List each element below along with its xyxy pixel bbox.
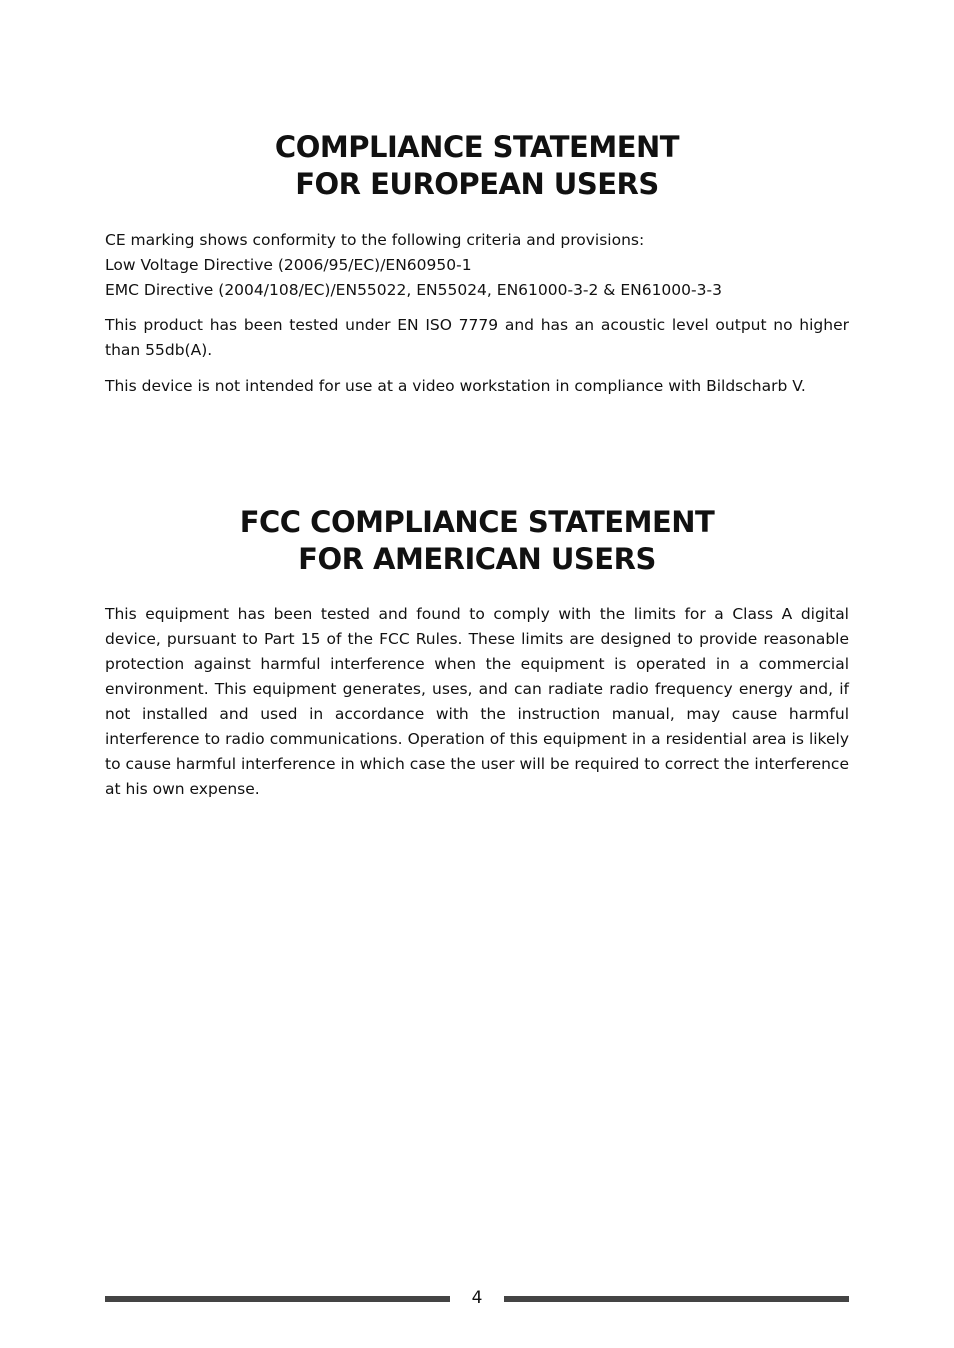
ce-marking-line: CE marking shows conformity to the following criteria and provisions: (105, 231, 645, 249)
ce-marking-paragraph (105, 228, 849, 303)
emc-directive-line: EMC Directive (2004/108/EC)/EN55022, EN55024, EN61000-3-2 & EN61000-3-3 (105, 281, 722, 299)
fcc-title-line1: FCC COMPLIANCE STATEMENT (239, 505, 715, 539)
low-voltage-directive-line: Low Voltage Directive (2006/95/EC)/EN60950-1 (105, 256, 472, 274)
european-title-line1: COMPLIANCE STATEMENT (274, 130, 680, 164)
video-workstation-paragraph: This device is not intended for use at a video workstation in compliance with Bildscharb V. (105, 377, 806, 395)
acoustic-level-paragraph: This product has been tested under EN ISO 7779 and has an acoustic level output no higher than 55db(A). (105, 316, 849, 359)
fcc-statement-paragraph: This equipment has been tested and found to comply with the limits for a Class A digital device, pursuant to Part 15 of the FCC Rules. These limits are designed to provide reasonable protection against harmful interference when the equipment is operated in a commercial environment. This equipment generates, uses, and can radiate radio frequency energy and, if not installed and used in accordance with the instruction manual, may cause harmful interference to radio communications. Operation of this equipment in a residential area is likely to cause harmful interference in which case the user will be required to correct the interference at his own expense. (105, 605, 849, 798)
page-number: 4 (471, 1288, 483, 1308)
european-compliance-title (0, 129, 954, 203)
european-title-line2: FOR EUROPEAN USERS (295, 167, 659, 201)
fcc-compliance-title (0, 504, 954, 578)
footer-rule-right (504, 1296, 849, 1302)
fcc-title-line2: FOR AMERICAN USERS (298, 542, 656, 576)
footer-rule-left (105, 1296, 450, 1302)
